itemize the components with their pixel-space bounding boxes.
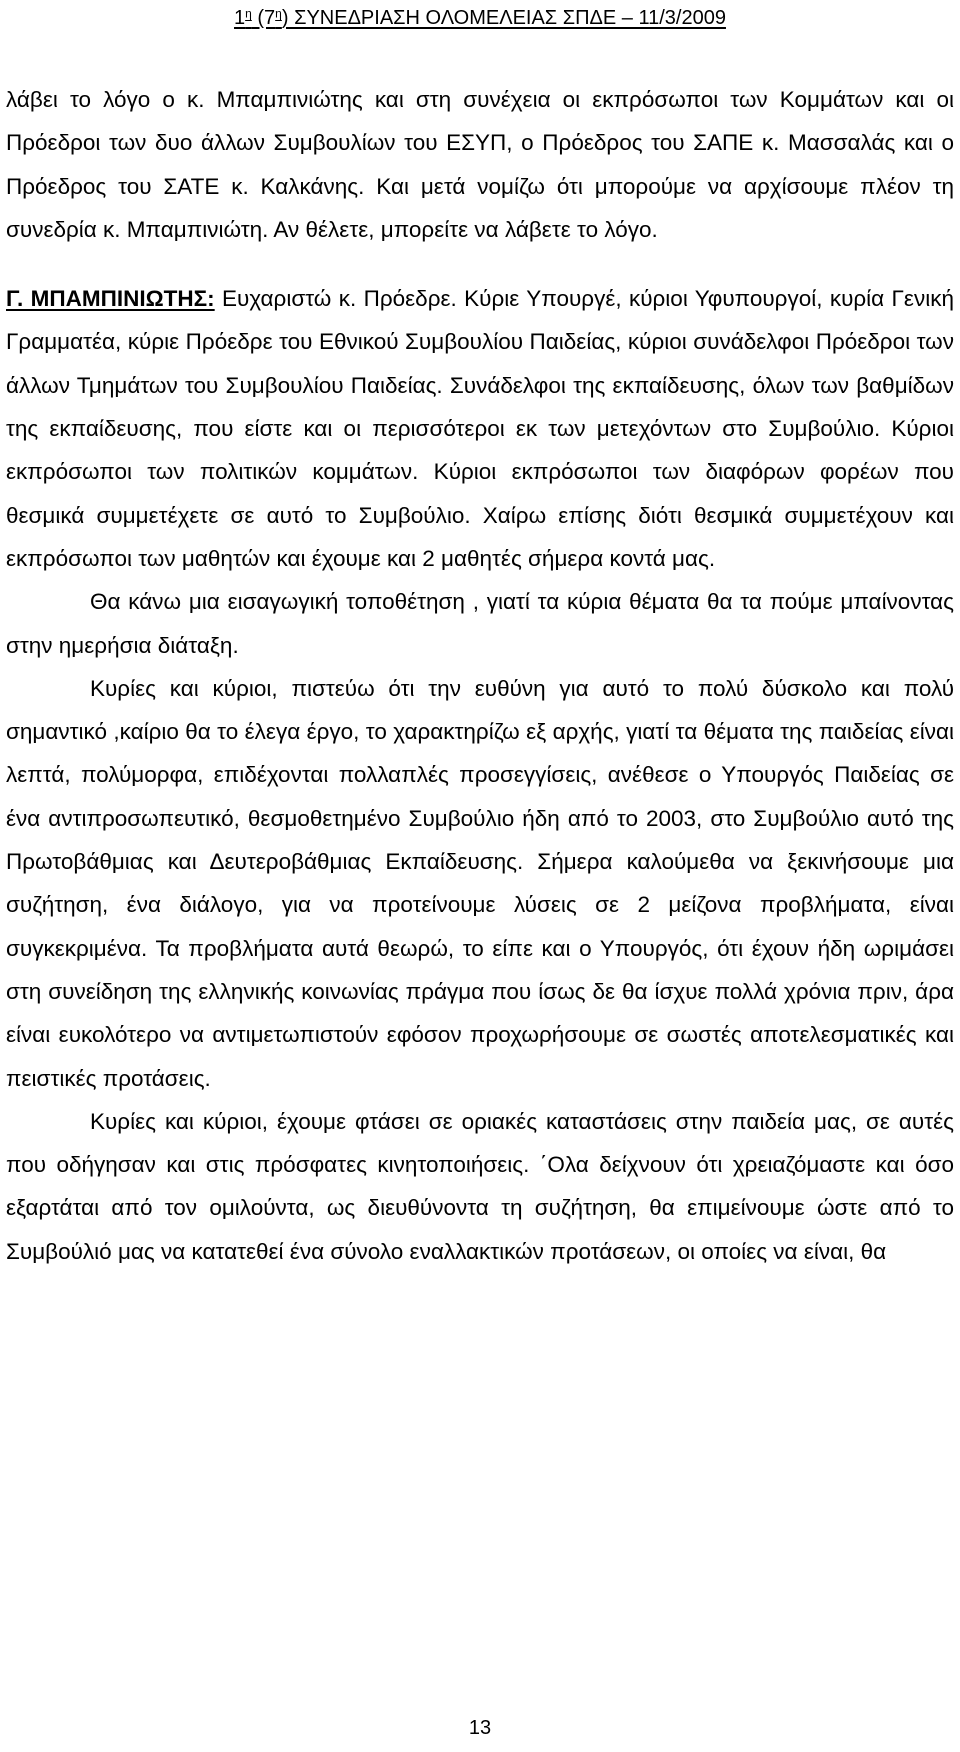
speaker-text: Ευχαριστώ κ. Πρόεδρε. Κύριε Υπουργέ, κύριοι Υφυπουργοί, κυρία Γενική Γραμματέα, κύριε Πρόεδρε του Εθνικού Συμβουλίου Παιδείας, κύριοι συνάδελφοι Πρόεδροι των άλλων Τμημάτων του Συμβουλίου Παιδείας. Συνάδελφοι της εκπαίδευσης, όλων των βαθμίδων της εκπαίδευσης, που είστε και οι περισσότεροι εκ των μετεχόντων στο Συμβούλιο. Κύριοι εκπρόσωποι των πολιτικών κομμάτων. Κύριοι εκπρόσωποι των διαφόρων φορέων που θεσμικά συμμετέχετε σε αυτό το Συμβούλιο. Χαίρω επίσης διότι θεσμικά συμμετέχουν και εκπρόσωποι των μαθητών και έχουμε και 2 μαθητές σήμερα κοντά μας. bbox=[6, 286, 954, 571]
paragraph-intro: λάβει το λόγο ο κ. Μπαμπινιώτης και στη συνέχεια οι εκπρόσωποι των Κομμάτων και οι Πρόεδροι των δυο άλλων Συμβουλίων του ΕΣΥΠ, ο Πρόεδρος του ΣΑΠΕ κ. Μασσαλάς και ο Πρόεδρος του ΣΑΤΕ κ. Καλκάνης. Και μετά νομίζω ότι μπορούμε να αρχίσουμε πλέον τη συνεδρία κ. Μπαμπινιώτη. Αν θέλετε, μπορείτε να λάβετε το λόγο. bbox=[6, 87, 954, 242]
header-title bbox=[234, 7, 726, 29]
paragraph-critical-situation: Κυρίες και κύριοι, έχουμε φτάσει σε οριακές καταστάσεις στην παιδεία μας, σε αυτές που οδήγησαν και στις πρόσφατες κινητοποιήσεις. ΄Ολα δείχνουν ότι χρειαζόμαστε και όσο εξαρτάται από τον ομιλούντα, ως διευθύνοντα τη συζήτηση, θα επιμείνουμε ώστε από το Συμβούλιό μας να κατατεθεί ένα σύνολο εναλλακτικών προτάσεων, οι οποίες να είναι, θα bbox=[6, 1108, 954, 1264]
header-session-open: (7 bbox=[251, 7, 276, 29]
paragraph-speaker bbox=[6, 277, 954, 580]
speaker-name: Γ. ΜΠΑΜΠΙΝΙΩΤΗΣ: bbox=[6, 286, 215, 312]
header-session-suffix: η bbox=[275, 6, 282, 21]
page-number: 13 bbox=[468, 1717, 492, 1739]
paragraph-introduction-statement: Θα κάνω μια εισαγωγική τοποθέτηση , γιατί τα κύρια θέματα θα τα πούμε μπαίνοντας στην ημερήσια διάταξη. bbox=[6, 589, 954, 658]
header-title-text: ) ΣΥΝΕΔΡΙΑΣΗ ΟΛΟΜΕΛΕΙΑΣ ΣΠΔΕ – 11/3/2009 bbox=[281, 7, 726, 29]
paragraph-responsibility: Κυρίες και κύριοι, πιστεύω ότι την ευθύνη για αυτό το πολύ δύσκολο και πολύ σημαντικό ,καίριο θα το έλεγα έργο, το χαρακτηρίζω εξ αρχής, γιατί τα θέματα της παιδείας είναι λεπτά, πολύμορφα, επιδέχονται πολλαπλές προσεγγίσεις, ανέθεσε ο Υπουργός Παιδείας σε ένα αντιπροσωπευτικό, θεσμοθετημένο Συμβούλιο ήδη από το 2003, στο Συμβούλιο αυτό της Πρωτοβάθμιας και Δευτεροβάθμιας Εκπαίδευσης. Σήμερα καλούμεθα να ξεκινήσουμε μια συζήτηση, ένα διάλογο, για να προτείνουμε λύσεις σε 2 μείζονα προβλήματα, είναι συγκεκριμένα. Τα προβλήματα αυτά θεωρώ, το είπε και ο Υπουργός, ότι έχουν ήδη ωριμάσει στη συνείδηση της ελληνικής κοινωνίας πράγμα που ίσως δε θα ίσχυε πολλά χρόνια πριν, άρα είναι ευκολότερο να αντιμετωπιστούν εφόσον προχωρήσουμε σε σωστές αποτελεσματικές και πειστικές προτάσεις. bbox=[6, 675, 954, 1091]
header-ordinal-suffix: η bbox=[245, 6, 252, 21]
document-body bbox=[6, 78, 954, 1273]
header-session-number: 1 bbox=[234, 7, 246, 29]
paragraph-gap bbox=[6, 251, 954, 277]
page-header bbox=[0, 6, 960, 30]
